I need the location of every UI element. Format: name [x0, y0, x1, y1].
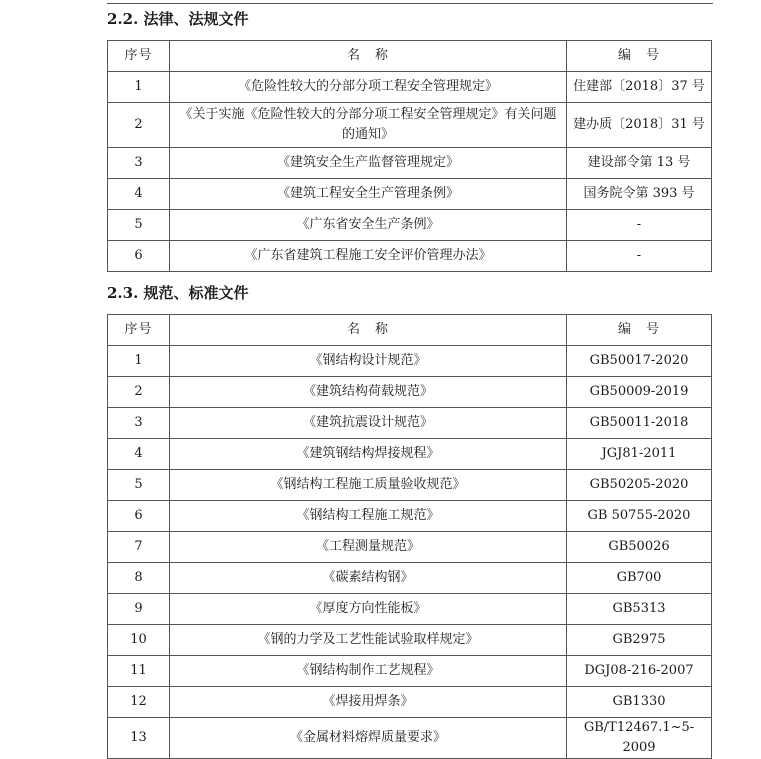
row-code: GB50009-2019 [567, 377, 712, 408]
row-name: 《焊接用焊条》 [170, 687, 567, 718]
row-no: 10 [108, 625, 170, 656]
row-name: 《建筑结构荷载规范》 [170, 377, 567, 408]
column-header-name: 名 称 [170, 315, 567, 346]
table-row [108, 532, 712, 563]
row-name: 《关于实施《危险性较大的分部分项工程安全管理规定》有关问题的通知》 [170, 103, 567, 148]
row-code: GB700 [567, 563, 712, 594]
row-no: 3 [108, 408, 170, 439]
row-name: 《工程测量规范》 [170, 532, 567, 563]
table-row [108, 501, 712, 532]
row-code: 建设部令第 13 号 [567, 148, 712, 179]
row-code: GB50026 [567, 532, 712, 563]
column-header-code: 编 号 [567, 41, 712, 72]
row-code: GB2975 [567, 625, 712, 656]
laws-table [107, 40, 712, 272]
table-row [108, 210, 712, 241]
table-header-row [108, 41, 712, 72]
row-no: 12 [108, 687, 170, 718]
column-header-code: 编 号 [567, 315, 712, 346]
table-row [108, 179, 712, 210]
row-code: 国务院令第 393 号 [567, 179, 712, 210]
row-code: 住建部〔2018〕37 号 [567, 72, 712, 103]
row-name: 《钢的力学及工艺性能试验取样规定》 [170, 625, 567, 656]
row-no: 3 [108, 148, 170, 179]
row-name: 《建筑安全生产监督管理规定》 [170, 148, 567, 179]
row-code: - [567, 210, 712, 241]
row-code: GB50017-2020 [567, 346, 712, 377]
column-header-no: 序号 [108, 41, 170, 72]
row-name: 《建筑抗震设计规范》 [170, 408, 567, 439]
table-row [108, 377, 712, 408]
row-no: 9 [108, 594, 170, 625]
row-code: GB 50755-2020 [567, 501, 712, 532]
row-code: GB/T12467.1~5-2009 [567, 718, 712, 759]
table-row [108, 625, 712, 656]
table-row [108, 346, 712, 377]
row-no: 6 [108, 241, 170, 272]
table-row [108, 408, 712, 439]
section-heading-standards: 2.3. 规范、标准文件 [107, 284, 249, 302]
row-name: 《广东省建筑工程施工安全评价管理办法》 [170, 241, 567, 272]
row-no: 7 [108, 532, 170, 563]
section-heading-laws: 2.2. 法律、法规文件 [107, 10, 249, 28]
column-header-name: 名 称 [170, 41, 567, 72]
table-row [108, 103, 712, 148]
row-name: 《厚度方向性能板》 [170, 594, 567, 625]
row-no: 5 [108, 470, 170, 501]
row-no: 5 [108, 210, 170, 241]
row-code: DGJ08-216-2007 [567, 656, 712, 687]
top-rule [107, 3, 713, 4]
row-name: 《碳素结构钢》 [170, 563, 567, 594]
row-code: - [567, 241, 712, 272]
table-row [108, 148, 712, 179]
table-row [108, 470, 712, 501]
row-code: GB50205-2020 [567, 470, 712, 501]
row-no: 1 [108, 346, 170, 377]
row-name: 《钢结构制作工艺规程》 [170, 656, 567, 687]
column-header-no: 序号 [108, 315, 170, 346]
row-no: 6 [108, 501, 170, 532]
row-code: GB50011-2018 [567, 408, 712, 439]
row-no: 8 [108, 563, 170, 594]
row-no: 4 [108, 439, 170, 470]
row-name: 《建筑钢结构焊接规程》 [170, 439, 567, 470]
row-code: JGJ81-2011 [567, 439, 712, 470]
table-row [108, 241, 712, 272]
table-header-row [108, 315, 712, 346]
row-name: 《钢结构工程施工规范》 [170, 501, 567, 532]
table-row [108, 72, 712, 103]
row-no: 4 [108, 179, 170, 210]
table-row [108, 687, 712, 718]
row-name: 《钢结构工程施工质量验收规范》 [170, 470, 567, 501]
table-row [108, 563, 712, 594]
row-no: 11 [108, 656, 170, 687]
row-code: GB5313 [567, 594, 712, 625]
row-name: 《建筑工程安全生产管理条例》 [170, 179, 567, 210]
table-row [108, 439, 712, 470]
row-code: GB1330 [567, 687, 712, 718]
table-row [108, 594, 712, 625]
row-no: 1 [108, 72, 170, 103]
row-no: 13 [108, 718, 170, 759]
row-code: 建办质〔2018〕31 号 [567, 103, 712, 148]
standards-table [107, 314, 712, 759]
table-row [108, 718, 712, 759]
row-name: 《金属材料熔焊质量要求》 [170, 718, 567, 759]
row-no: 2 [108, 377, 170, 408]
row-name: 《广东省安全生产条例》 [170, 210, 567, 241]
table-row [108, 656, 712, 687]
row-no: 2 [108, 103, 170, 148]
row-name: 《危险性较大的分部分项工程安全管理规定》 [170, 72, 567, 103]
row-name: 《钢结构设计规范》 [170, 346, 567, 377]
